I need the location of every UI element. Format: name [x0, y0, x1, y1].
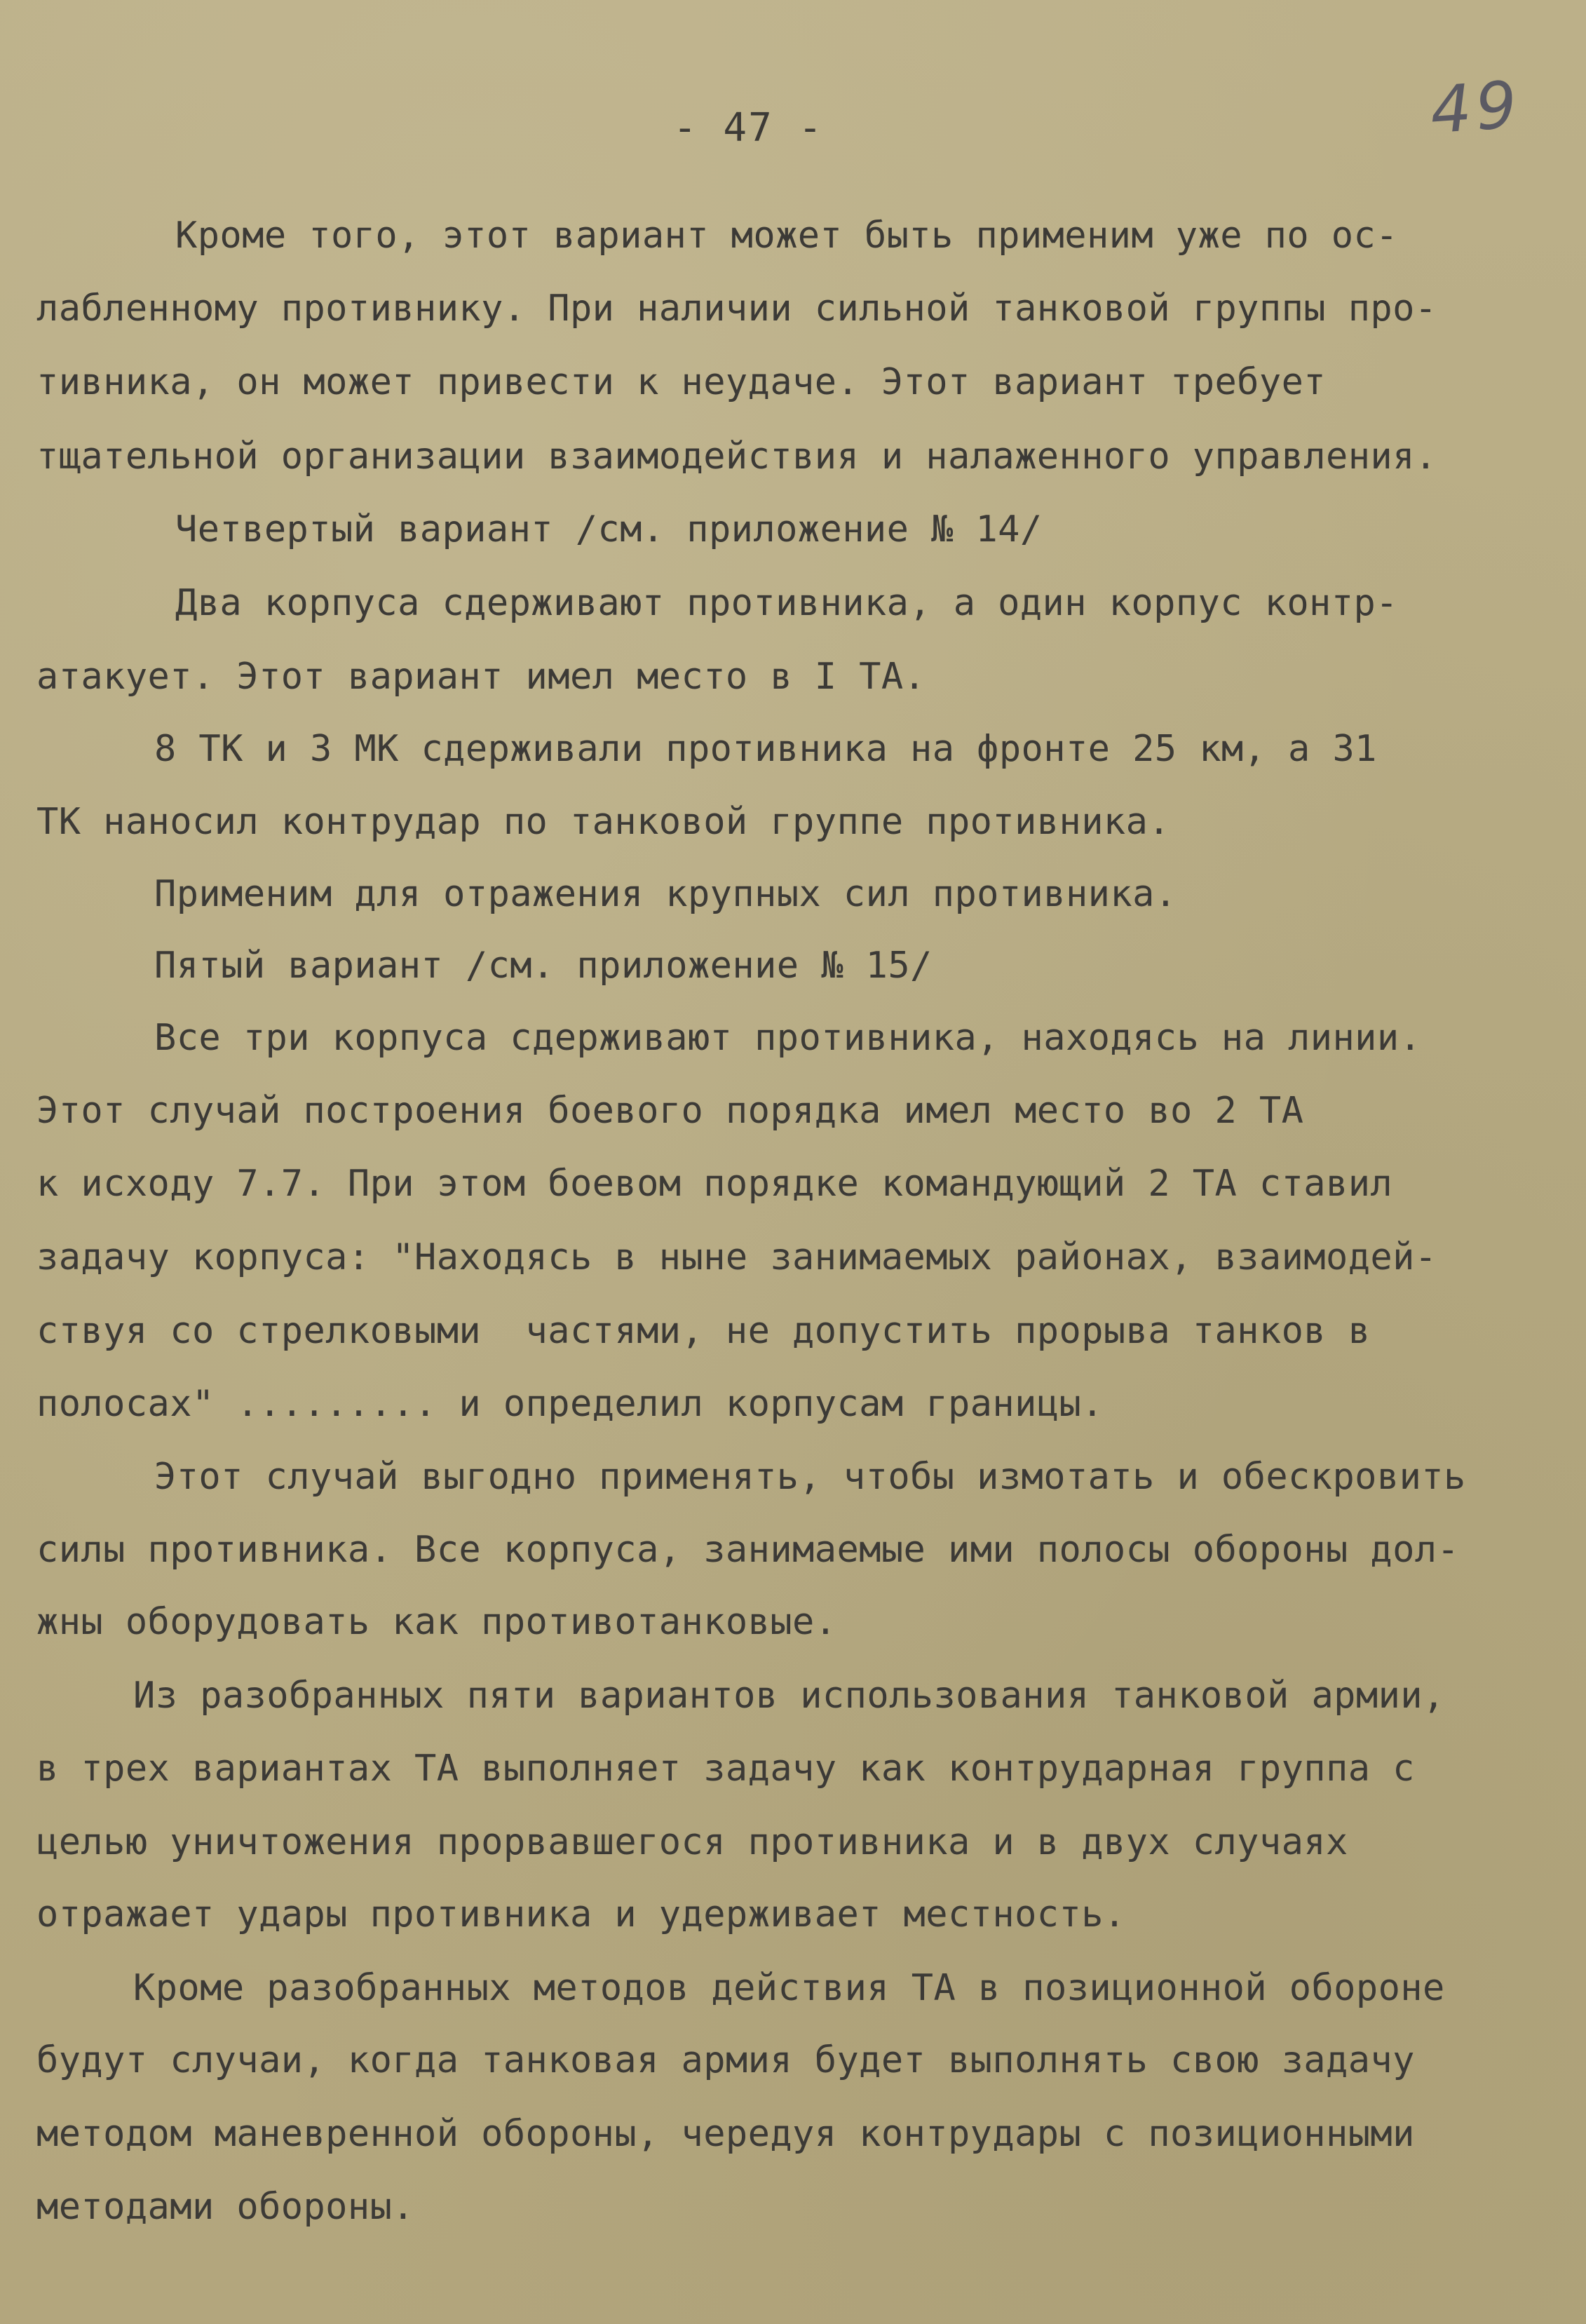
text-line: силы противника. Все корпуса, занимаемые ими полосы обороны дол-	[36, 1529, 1460, 1571]
text-line: тщательной организации взаимодействия и налаженного управления.	[36, 435, 1437, 478]
text-line: Кроме разобранных методов действия ТА в позиционной обороне	[133, 1967, 1445, 2009]
text-line: методами обороны.	[36, 2186, 415, 2228]
text-line: Применим для отражения крупных сил противника.	[154, 873, 1177, 915]
text-line: Все три корпуса сдерживают противника, находясь на линии.	[154, 1017, 1422, 1059]
text-line: Пятый вариант /см. приложение № 15/	[154, 945, 933, 987]
text-line: Этот случай построения боевого порядка имел место во 2 ТА	[36, 1090, 1304, 1132]
text-line: Из разобранных пяти вариантов использования танковой армии,	[133, 1675, 1445, 1717]
text-line: в трех вариантах ТА выполняет задачу как контрударная группа с	[36, 1748, 1415, 1790]
text-line: тивника, он может привести к неудаче. Этот вариант требует	[36, 361, 1326, 403]
text-line: будут случаи, когда танковая армия будет выполнять свою задачу	[36, 2039, 1415, 2081]
text-line: ТК наносил контрудар по танковой группе противника.	[36, 801, 1171, 843]
text-line: задачу корпуса: "Находясь в ныне занимаемых районах, взаимодей-	[36, 1236, 1437, 1278]
text-line: жны оборудовать как противотанковые.	[36, 1601, 837, 1643]
text-line: лабленному противнику. При наличии сильной танковой группы про-	[36, 288, 1437, 330]
text-line: методом маневренной обороны, чередуя контрудары с позиционными	[36, 2113, 1415, 2155]
text-line: целью уничтожения прорвавшегося противника и в двух случаях	[36, 1821, 1348, 1863]
text-line: отражает удары противника и удерживает местность.	[36, 1893, 1126, 1935]
text-line: ствуя со стрелковыми частями, не допустить прорыва танков в	[36, 1310, 1371, 1352]
text-line: 8 ТК и 3 МК сдерживали противника на фронте 25 км, а 31	[154, 728, 1377, 770]
text-line: Два корпуса сдерживают противника, а один корпус контр-	[175, 582, 1398, 624]
page-number: - 47 -	[673, 105, 824, 151]
text-line: атакует. Этот вариант имел место в I ТА.	[36, 656, 926, 698]
text-line: Этот случай выгодно применять, чтобы измотать и обескровить	[154, 1456, 1466, 1498]
text-line: к исходу 7.7. При этом боевом порядке командующий 2 ТА ставил	[36, 1163, 1393, 1205]
archive-page-number: 49	[1428, 67, 1524, 149]
text-line: полосах" ......... и определил корпусам границы.	[36, 1383, 1104, 1425]
text-line: Кроме того, этот вариант может быть применим уже по ос-	[175, 215, 1398, 257]
text-line: Четвертый вариант /см. приложение № 14/	[175, 508, 1043, 550]
